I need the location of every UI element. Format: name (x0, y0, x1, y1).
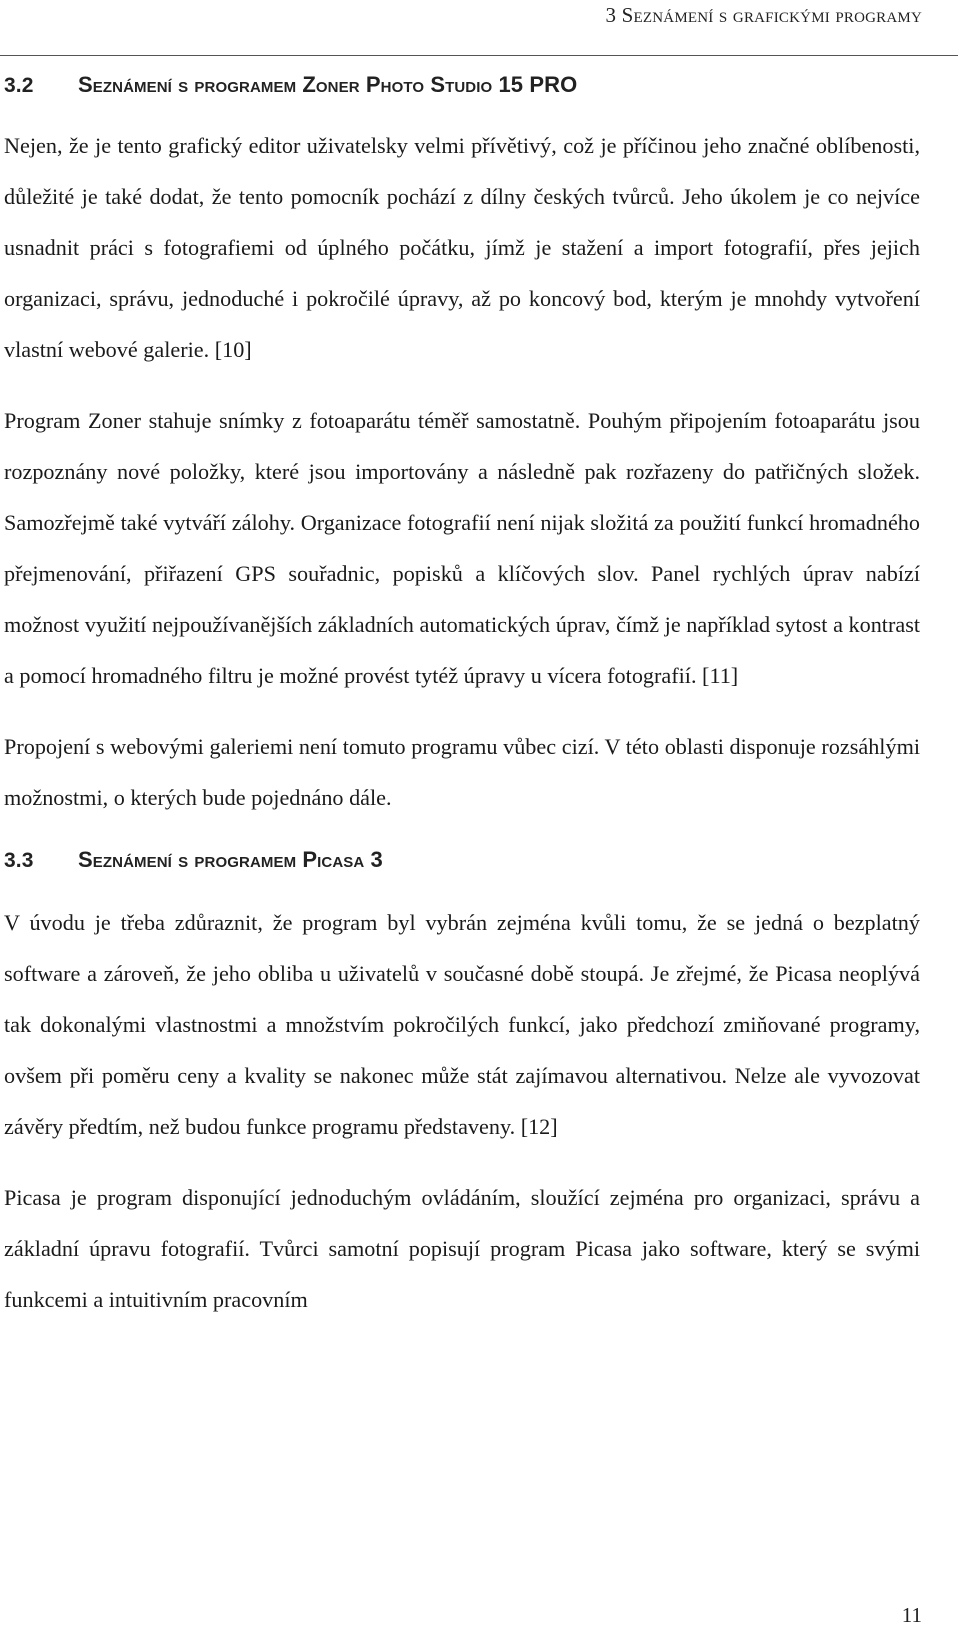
paragraph: Program Zoner stahuje snímky z fotoaparátu téměř samostatně. Pouhým připojením fotoaparátu jsou rozpoznány nové položky, které jsou importovány a následně pak rozřazeny do patřičných složek. Samozřejmě také vytváří zálohy. Organizace fotografií není nijak složitá za použití funkcí hromadného přejmenování, přiřazení GPS souřadnic, popisků a klíčových slov. Panel rychlých úprav nabízí možnost využití nejpoužívanějších základních automatických úprav, čímž je například sytost a kontrast a pomocí hromadného filtru je možné provést tytéž úpravy u vícera fotografií. [11] (4, 408, 920, 688)
paragraph: Nejen, že je tento grafický editor uživatelsky velmi přívětivý, což je příčinou jeho značné oblíbenosti, důležité je také dodat, že tento pomocník pochází z dílny českých tvůrců. Jeho úkolem je co nejvíce usnadnit práci s fotografiemi od úplného počátku, jímž je stažení a import fotografií, přes jejich organizaci, správu, jednoduché i pokročilé úpravy, až po koncový bod, kterým je mnohdy vytvoření vlastní webové galerie. [10] (4, 133, 920, 362)
section-number: 3.2 (4, 74, 34, 97)
section-number: 3.3 (4, 849, 34, 872)
page-body (4, 66, 920, 1325)
section-title: Seznámení s programem Zoner Photo Studio 15 PRO (78, 72, 578, 97)
paragraph: Propojení s webovými galeriemi není tomuto programu vůbec cizí. V této oblasti disponuje rozsáhlými možnostmi, o kterých bude pojednáno dále. (4, 734, 920, 810)
section-3-3 (4, 847, 920, 887)
paragraph: Picasa je program disponující jednoduchým ovládáním, sloužící zejména pro organizaci, správu a základní úpravu fotografií. Tvůrci samotní popisují program Picasa jako software, který se svými funkcemi a intuitivním pracovním (4, 1185, 920, 1312)
running-header (606, 0, 922, 30)
header-divider (0, 55, 958, 56)
section-3-2 (4, 66, 920, 110)
page-number: 11 (901, 1603, 922, 1627)
paragraph: V úvodu je třeba zdůraznit, že program byl vybrán zejména kvůli tomu, že se jedná o bezplatný software a zároveň, že jeho obliba u uživatelů v současné době stoupá. Je zřejmé, že Picasa neoplývá tak dokonalými vlastnostmi a množstvím pokročilých funkcí, jako předchozí zmiňované programy, ovšem při poměru ceny a kvality se nakonec může stát zajímavou alternativou. Nelze ale vyvozovat závěry předtím, než budou funkce programu představeny. [12] (4, 910, 920, 1139)
section-heading (4, 847, 920, 873)
chapter-title: Seznámení s grafickými programy (621, 3, 922, 27)
section-heading (4, 66, 920, 98)
section-title: Seznámení s programem Picasa 3 (78, 847, 383, 872)
chapter-number: 3 (605, 3, 617, 27)
